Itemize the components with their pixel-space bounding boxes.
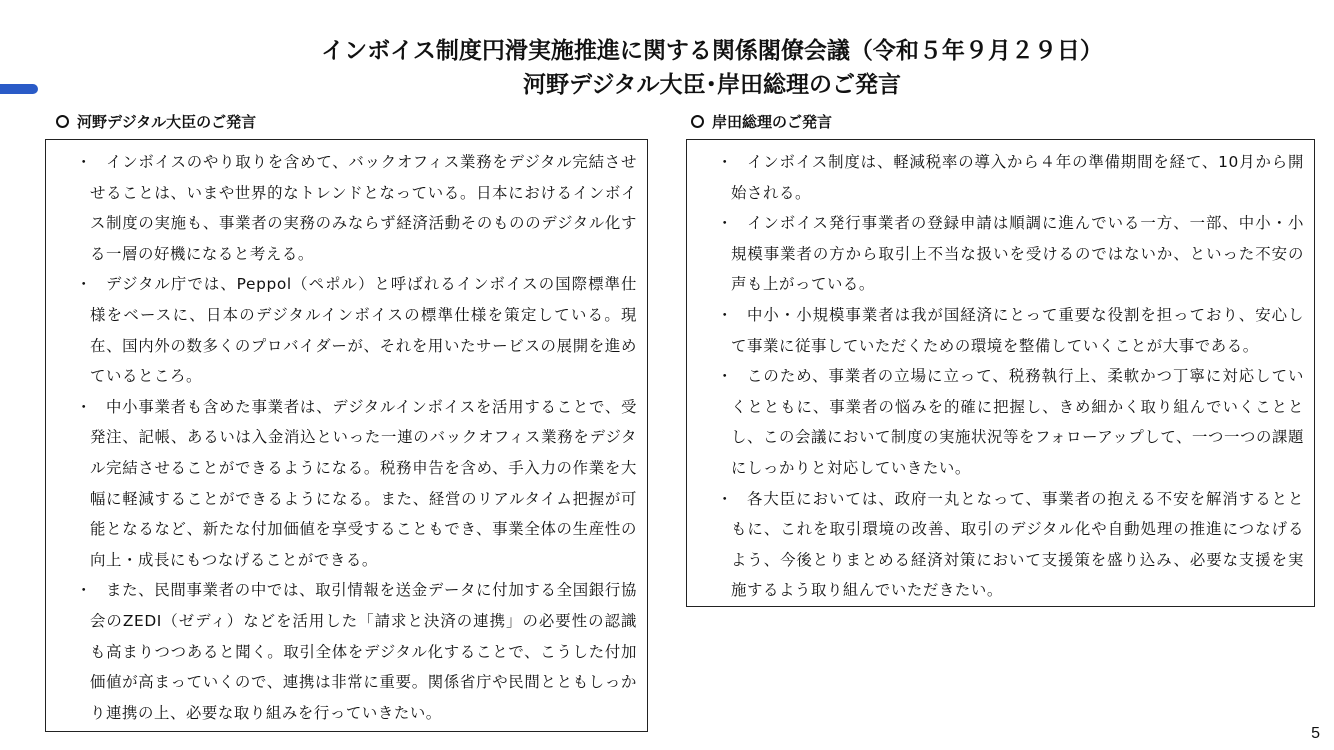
right-bullet-list (687, 147, 1314, 606)
page-number: 5 (1311, 725, 1320, 742)
bullet-dot: ・ (76, 153, 92, 171)
right-bullet-item (687, 361, 1314, 483)
right-bullet-item (687, 300, 1314, 361)
right-bullet-item (687, 147, 1314, 208)
right-bullet-text: インボイス制度は、軽減税率の導入から４年の準備期間を経て、10月から開始される。 (731, 153, 1304, 202)
left-bullet-item (46, 269, 647, 391)
left-bullet-text: 中小事業者も含めた事業者は、デジタルインボイスを活用することで、受発注、記帳、あるいは入金消込といった一連のバックオフィス業務をデジタル完結させることができるようになる。税務申告を含め、手入力の作業を大幅に軽減することができるようになる。また、経営のリアルタイム把握が可能となるなど、新たな付加価値を享受することもでき、事業全体の生産性の向上・成長にもつなげることができる。 (90, 397, 637, 569)
bullet-dot: ・ (717, 367, 733, 386)
right-bullet-text: 中小・小規模事業者は我が国経済にとって重要な役割を担っており、安心して事業に従事していただくための環境を整備していくことが大事である。 (731, 305, 1304, 355)
left-bullet-text: また、民間事業者の中では、取引情報を送金データに付加する全国銀行協会のZEDI（ゼディ）などを活用した「請求と決済の連携」の必要性の認識も高まりつつあると聞く。取引全体をデジタル化することで、こうした付加価値が高まっていくので、連携は非常に重要。関係省庁や民間とともしっかり連携の上、必要な取り組みを行っていきたい。 (90, 581, 637, 722)
bullet-dot: ・ (717, 489, 733, 508)
circle-bullet-icon (691, 115, 704, 128)
left-bullet-list (46, 147, 647, 728)
right-bullet-text: インボイス発行事業者の登録申請は順調に進んでいる一方、一部、中小・小規模事業者の方から取引上不当な扱いを受けるのではないか、といった不安の声も上がっている。 (731, 214, 1304, 294)
page-title-line2: 河野デジタル大臣･岸田総理のご発言 (522, 72, 902, 98)
bullet-dot: ・ (76, 275, 92, 294)
left-bullet-item (46, 147, 647, 269)
right-section-heading (691, 112, 832, 132)
right-bullet-text: このため、事業者の立場に立って、税務執行上、柔軟かつ丁寧に対応していくとともに、事業者の悩みを的確に把握し、きめ細かく取り組んでいくこととし、この会議において制度の実施状況等をフォローアップして、一つ一つの課題にしっかりと対応していきたい。 (731, 367, 1304, 477)
bullet-dot: ・ (717, 305, 733, 324)
left-remarks-box (45, 139, 648, 732)
left-bullet-item (46, 575, 647, 728)
left-heading-text: 河野デジタル大臣のご発言 (77, 113, 257, 131)
bullet-dot: ・ (76, 581, 92, 600)
right-bullet-text: 各大臣においては、政府一丸となって、事業者の抱える不安を解消するとともに、これを取引環境の改善、取引のデジタル化や自動処理の推進につなげるよう、今後とりまとめる経済対策において支援策を盛り込み、必要な支援を実施するよう取り組んでいただきたい。 (731, 489, 1304, 600)
bullet-dot: ・ (76, 397, 92, 416)
page-title (0, 34, 1334, 102)
left-bullet-item (46, 392, 647, 576)
bullet-dot: ・ (717, 214, 733, 233)
left-bullet-text: デジタル庁では、Peppol（ペポル）と呼ばれるインボイスの国際標準仕様をベースに、日本のデジタルインボイスの標準仕様を策定している。現在、国内外の数多くのプロバイダーが、それを用いたサービスの展開を進めているところ。 (90, 275, 637, 386)
right-bullet-item (687, 208, 1314, 300)
page-title-line1: インボイス制度円滑実施推進に関する関係閣僚会議（令和５年９月２９日） (321, 38, 1103, 64)
left-bullet-text: インボイスのやり取りを含めて、バックオフィス業務をデジタル完結させせることは、いまや世界的なトレンドとなっている。日本におけるインボイス制度の実施も、事業者の実務のみならず経済活動そのもののデジタル化する一層の好機になると考える。 (90, 153, 637, 263)
bullet-dot: ・ (717, 153, 733, 171)
right-remarks-box (686, 139, 1315, 607)
right-bullet-item (687, 484, 1314, 606)
left-section-heading (56, 112, 256, 132)
circle-bullet-icon (56, 115, 69, 128)
right-heading-text: 岸田総理のご発言 (712, 113, 833, 131)
